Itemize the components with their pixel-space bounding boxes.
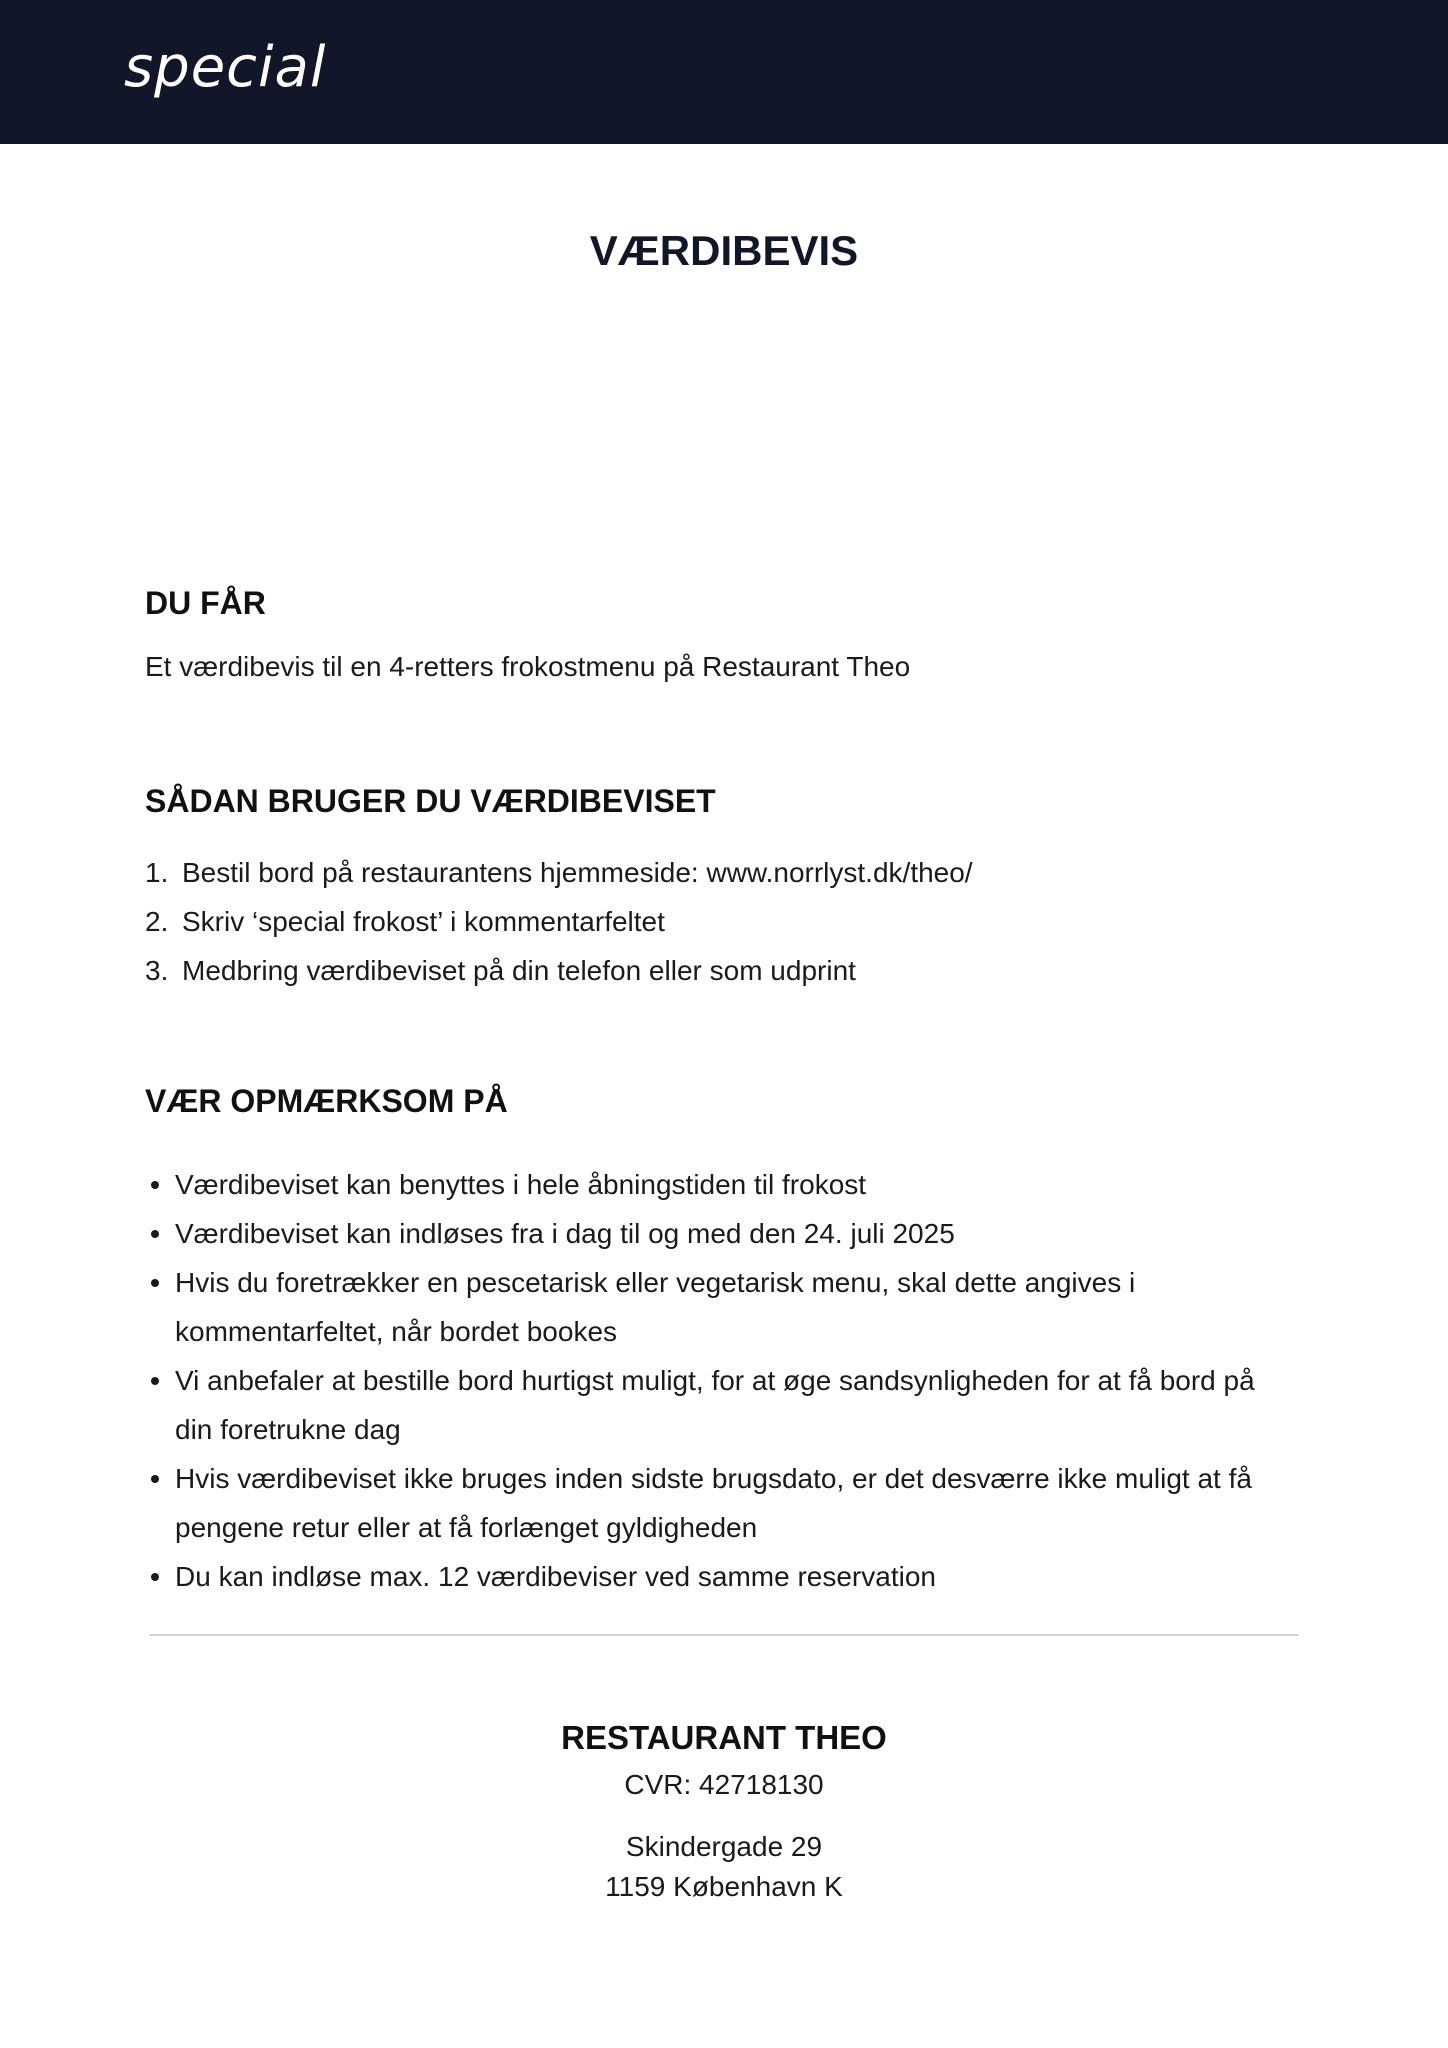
section-heading-notes: VÆR OPMÆRKSOM PÅ [145, 1083, 508, 1119]
note-item [145, 1454, 1255, 1552]
note-item [145, 1258, 1255, 1356]
bullet-icon [151, 1573, 159, 1581]
note-item [145, 1356, 1255, 1454]
note-item [145, 1209, 1255, 1258]
page-title: VÆRDIBEVIS [589, 227, 859, 274]
note-item [145, 1552, 1255, 1601]
step-text: Bestil bord på restaurantens hjemmeside: www.norrlyst.dk/theo/ [182, 857, 973, 888]
bullet-icon [151, 1475, 159, 1483]
bullet-icon [151, 1181, 159, 1189]
restaurant-cvr: CVR: 42718130 [624, 1769, 824, 1800]
section-heading-du-faar: DU FÅR [145, 585, 266, 621]
section-heading-usage: SÅDAN BRUGER DU VÆRDIBEVISET [145, 783, 716, 819]
notes-list [145, 1160, 1255, 1601]
restaurant-street: Skindergade 29 [625, 1831, 823, 1862]
note-text: Værdibeviset kan benyttes i hele åbningstiden til frokost [175, 1169, 867, 1200]
bullet-icon [151, 1377, 159, 1385]
bullet-icon [151, 1279, 159, 1287]
bullet-icon [151, 1230, 159, 1238]
section-text-du-faar: Et værdibevis til en 4-retters frokostmenu på Restaurant Theo [145, 651, 911, 682]
step-number: 1. [145, 857, 169, 888]
note-text: Hvis du foretrækker en pescetarisk eller vegetarisk menu, skal dette angives i kommentarfeltet, når bordet bookes [175, 1267, 1136, 1347]
usage-step [145, 952, 973, 1001]
usage-step [145, 903, 973, 952]
usage-steps-list [145, 854, 973, 1001]
note-item [145, 1160, 1255, 1209]
step-number: 3. [145, 955, 169, 986]
note-text: Hvis værdibeviset ikke bruges inden sidste brugsdato, er det desværre ikke muligt at få pengene retur eller at få forlænget gyldigheden [175, 1463, 1252, 1543]
step-text: Medbring værdibeviset på din telefon eller som udprint [182, 955, 856, 986]
note-text: Vi anbefaler at bestille bord hurtigst muligt, for at øge sandsynligheden for at få bord på din foretrukne dag [175, 1365, 1255, 1445]
usage-step [145, 854, 973, 903]
header-bar [0, 0, 1448, 144]
step-number: 2. [145, 906, 169, 937]
restaurant-name: RESTAURANT THEO [561, 1719, 887, 1756]
note-text: Du kan indløse max. 12 værdibeviser ved samme reservation [175, 1561, 936, 1592]
restaurant-city: 1159 København K [605, 1871, 843, 1902]
step-text: Skriv ‘special frokost’ i kommentarfeltet [182, 906, 665, 937]
brand-logo: special [124, 35, 327, 100]
note-text: Værdibeviset kan indløses fra i dag til og med den 24. juli 2025 [175, 1218, 955, 1249]
footer-divider [149, 1634, 1299, 1636]
